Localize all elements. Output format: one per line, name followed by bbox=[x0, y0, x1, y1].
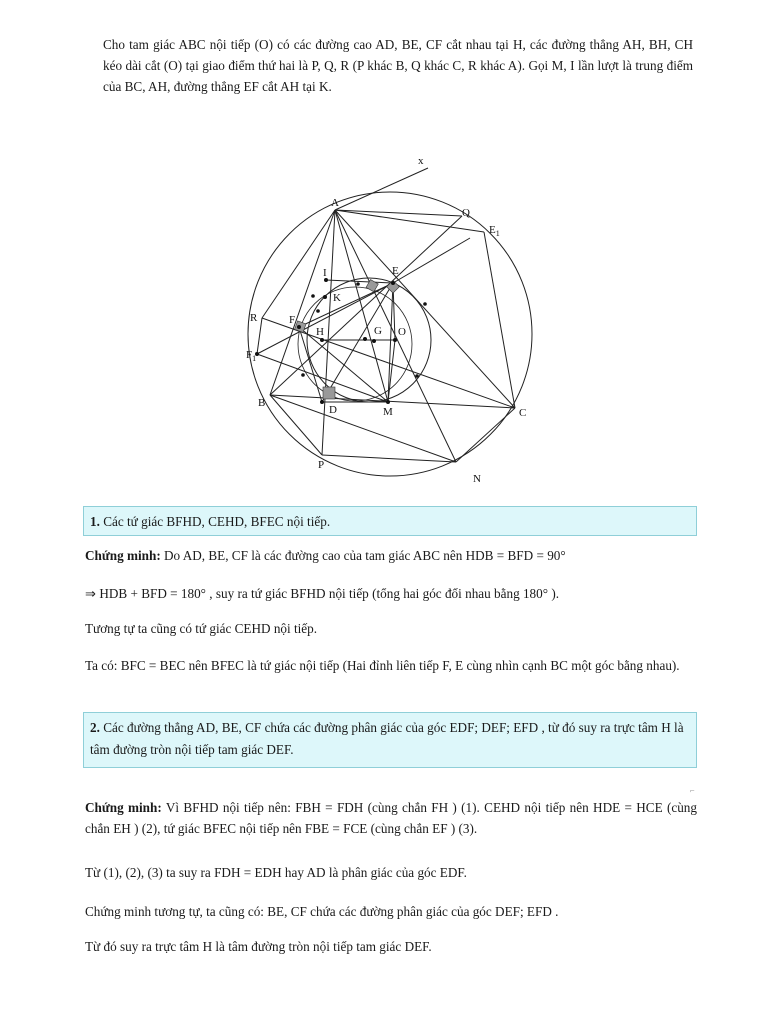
part1-proof-line3: Tương tự ta cũng có tứ giác CEHD nội tiếp. bbox=[85, 621, 318, 636]
line-ar bbox=[262, 210, 335, 318]
line-ie bbox=[326, 280, 393, 283]
line-rf1 bbox=[257, 318, 262, 354]
part1-proof-line1 bbox=[85, 545, 697, 566]
line-f1m bbox=[257, 354, 388, 402]
label-f: F bbox=[289, 314, 296, 326]
part1-proof-line2: ⇒ HDB + BFD = 180° , suy ra tứ giác BFHD nội tiếp (tổng hai góc đối nhau bằng 180° ). bbox=[85, 586, 560, 601]
part2-title: Các đường thẳng AD, BE, CF chứa các đường phân giác của góc EDF; DEF; EFD , từ đó suy ra trực tâm H là tâm đường tròn nội tiếp tam giác DEF. bbox=[90, 720, 684, 757]
part1-heading-box bbox=[83, 506, 697, 536]
part1-line1-text: Do AD, BE, CF là các đường cao của tam giác ABC nên HDB = BFD = 90° bbox=[164, 548, 566, 563]
label-n: N bbox=[473, 473, 481, 485]
part2-proof-line2: Từ (1), (2), (3) ta suy ra FDH = EDH hay AD là phân giác của góc EDF. bbox=[85, 865, 467, 880]
margin-mark: ⌐ bbox=[690, 786, 695, 795]
label-g: G bbox=[374, 325, 382, 337]
part1-proof-label: Chứng minh: bbox=[85, 548, 161, 563]
part2-proof-line3: Chứng minh tương tự, ta cũng có: BE, CF chứa các đường phân giác của góc DEF; EFD . bbox=[85, 904, 559, 919]
part1-title: Các tứ giác BFHD, CEHD, BFEC nội tiếp. bbox=[103, 514, 331, 529]
part2-line1-text: Vì BFHD nội tiếp nên: FBH = FDH (cùng chắn FH ) (1). CEHD nội tiếp nên HDE = HCE (cùng chắn EH ) (2), tứ giác BFEC nội tiếp nên FBE = FCE (cùng chắn EF ) (3). bbox=[85, 800, 697, 836]
label-f1: $F_1$ bbox=[246, 349, 257, 363]
problem-statement: Cho tam giác ABC nội tiếp (O) có các đường cao AD, BE, CF cắt nhau tại H, các đường thẳng AH, BH, CH kéo dài cắt (O) tại giao điểm thứ hai là P, Q, R (P khác B, Q khác C, R khác A). Gọi M, I lần lượt là trung điểm của BC, AH, đường thẳng EF cắt AH tại K. bbox=[103, 37, 693, 94]
line-cn bbox=[456, 408, 515, 462]
label-e1: $E_1$ bbox=[489, 224, 500, 238]
label-m: M bbox=[383, 406, 393, 418]
part2-proof-line4: Từ đó suy ra trực tâm H là tâm đường tròn nội tiếp tam giác DEF. bbox=[85, 939, 432, 954]
part2-heading-box bbox=[83, 712, 697, 768]
right-angle-d bbox=[323, 387, 335, 399]
label-x: x bbox=[418, 155, 424, 167]
part1-number: 1. bbox=[90, 514, 100, 529]
label-d: D bbox=[329, 404, 337, 416]
label-q: Q bbox=[462, 207, 470, 219]
label-p: P bbox=[318, 459, 325, 471]
label-o: O bbox=[398, 326, 406, 338]
part1-proof-line4: Ta có: BFC = BEC nên BFEC là tứ giác nội tiếp (Hai đỉnh liên tiếp F, E cùng nhìn cạnh BC một góc bằng nhau). bbox=[85, 658, 680, 673]
label-c: C bbox=[519, 407, 527, 419]
label-e: E bbox=[392, 265, 399, 277]
label-b: B bbox=[258, 397, 266, 409]
label-h: H bbox=[316, 326, 324, 338]
part2-number: 2. bbox=[90, 720, 100, 735]
label-r: R bbox=[250, 312, 258, 324]
line-pn bbox=[322, 455, 456, 462]
line-bn bbox=[270, 395, 456, 462]
label-k: K bbox=[333, 292, 341, 304]
line-bq bbox=[270, 216, 462, 395]
label-a: A bbox=[331, 197, 339, 209]
geometry-figure bbox=[0, 0, 768, 500]
part2-proof-line1 bbox=[85, 797, 697, 839]
part2-proof-label: Chứng minh: bbox=[85, 800, 162, 815]
label-i: I bbox=[323, 267, 327, 279]
line-an bbox=[335, 210, 456, 462]
side-ab bbox=[270, 210, 335, 395]
tangent-ax bbox=[335, 168, 428, 210]
